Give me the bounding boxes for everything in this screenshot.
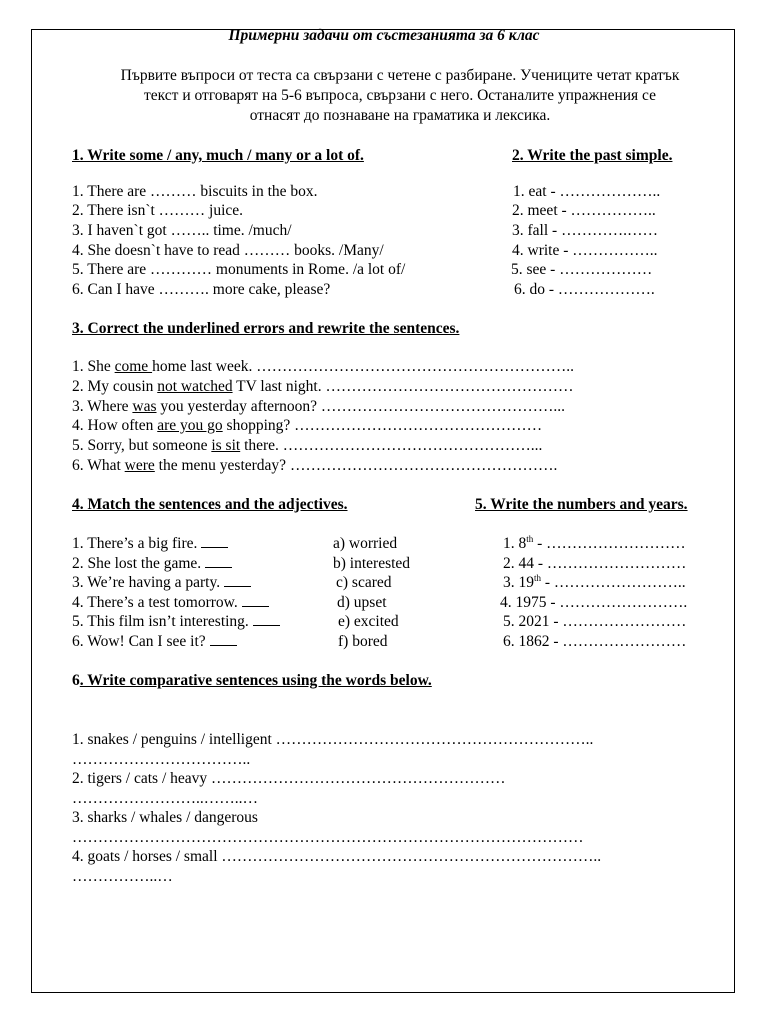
match-sentence: 4. There’s a test tomorrow.	[72, 593, 269, 612]
section1-item: 4. She doesn`t have to read ……… books. /Many/	[72, 242, 384, 259]
number-item: 2. 44 - ………………………	[503, 555, 687, 572]
section2-item: 6. do - ……………….	[514, 281, 655, 298]
answer-blank	[205, 554, 232, 568]
match-sentence: 5. This film isn’t interesting.	[72, 612, 280, 631]
number-item: 1. 8th - ………………………	[503, 533, 686, 552]
underlined-error: are you go	[157, 417, 223, 434]
section3-item: 3. Where was you yesterday afternoon? ………………………………………...	[72, 398, 566, 415]
section6-line: ………………………………………………………………………………………	[72, 829, 584, 846]
match-adjective: a) worried	[333, 535, 398, 552]
section1-item: 5. There are ………… monuments in Rome. /a lot of/	[72, 261, 406, 278]
section6-line: ……………..…	[72, 868, 173, 885]
match-adjective: f) bored	[338, 633, 388, 650]
match-sentence: 1. There’s a big fire.	[72, 534, 228, 553]
section6-line: 2. tigers / cats / heavy …………………………………………………	[72, 770, 506, 787]
section5-heading: 5. Write the numbers and years.	[475, 496, 688, 513]
match-sentence: 2. She lost the game.	[72, 554, 232, 573]
intro-line: Първите въпроси от теста са свързани с четене с разбиране. Учениците четат кратък	[120, 67, 680, 84]
answer-blank	[224, 573, 251, 587]
match-adjective: c) scared	[336, 574, 392, 591]
section1-item: 3. I haven`t got …….. time. /much/	[72, 222, 292, 239]
page-title: Примерни задачи от състезанията за 6 клас	[228, 27, 540, 44]
section3-item: 1. She come home last week. ……………………………………………………..	[72, 358, 574, 375]
section2-item: 1. eat - ………………..	[513, 183, 661, 200]
section6-heading: 6. Write comparative sentences using the words below.	[72, 672, 432, 689]
number-item: 4. 1975 - …………………….	[500, 594, 688, 611]
answer-blank	[253, 612, 280, 626]
answer-blank	[201, 534, 228, 548]
section3-item: 4. How often are you go shopping? …………………………………………	[72, 417, 543, 434]
answer-blank	[210, 632, 237, 646]
underlined-error: was	[132, 398, 157, 415]
section3-item: 5. Sorry, but someone is sit there. …………………………………………...	[72, 437, 543, 454]
section3-item: 6. What were the menu yesterday? …………………………………………….	[72, 457, 558, 474]
answer-blank	[242, 593, 269, 607]
match-adjective: e) excited	[338, 613, 399, 630]
number-item: 5. 2021 - ……………………	[503, 613, 687, 630]
section6-line: 3. sharks / whales / dangerous	[72, 809, 258, 826]
section2-heading: 2. Write the past simple.	[512, 147, 673, 164]
underlined-error: not watched	[157, 378, 233, 395]
section2-item: 4. write - ……………..	[512, 242, 658, 259]
section2-item: 2. meet - ……………..	[512, 202, 656, 219]
match-adjective: d) upset	[337, 594, 387, 611]
section6-line: 4. goats / horses / small ………………………………………………………………..	[72, 848, 602, 865]
section1-item: 6. Can I have ………. more cake, please?	[72, 281, 331, 298]
section2-item: 5. see - ………………	[511, 261, 653, 278]
intro-paragraph	[60, 66, 740, 126]
number-item: 6. 1862 - ……………………	[503, 633, 687, 650]
match-adjective: b) interested	[333, 555, 411, 572]
section6-line: 1. snakes / penguins / intelligent ……………………………………………………..	[72, 731, 594, 748]
section1-item: 1. There are ……… biscuits in the box.	[72, 183, 318, 200]
match-sentence: 3. We’re having a party.	[72, 573, 251, 592]
underlined-error: is sit	[211, 437, 241, 454]
section2-item: 3. fall - ………….……	[512, 222, 658, 239]
section1-heading: 1. Write some / any, much / many or a lot of.	[72, 147, 364, 164]
section6-line: ……………………..……..…	[72, 790, 258, 807]
underlined-error: come	[114, 358, 153, 375]
intro-line: текст и отговарят на 5-6 въпроса, свързани с него. Останалите упражнения се	[144, 87, 656, 104]
match-sentence: 6. Wow! Can I see it?	[72, 632, 237, 651]
intro-line: отнасят до познаване на граматика и лексика.	[249, 107, 551, 124]
section3-heading: 3. Correct the underlined errors and rewrite the sentences.	[72, 320, 460, 337]
section1-item: 2. There isn`t ……… juice.	[72, 202, 244, 219]
section4-heading: 4. Match the sentences and the adjectives.	[72, 496, 348, 513]
number-item: 3. 19th - ……………………..	[503, 572, 686, 591]
underlined-error: were	[124, 457, 155, 474]
section3-item: 2. My cousin not watched TV last night. …………………………………………	[72, 378, 574, 395]
section6-line: ……………………………..	[72, 751, 251, 768]
